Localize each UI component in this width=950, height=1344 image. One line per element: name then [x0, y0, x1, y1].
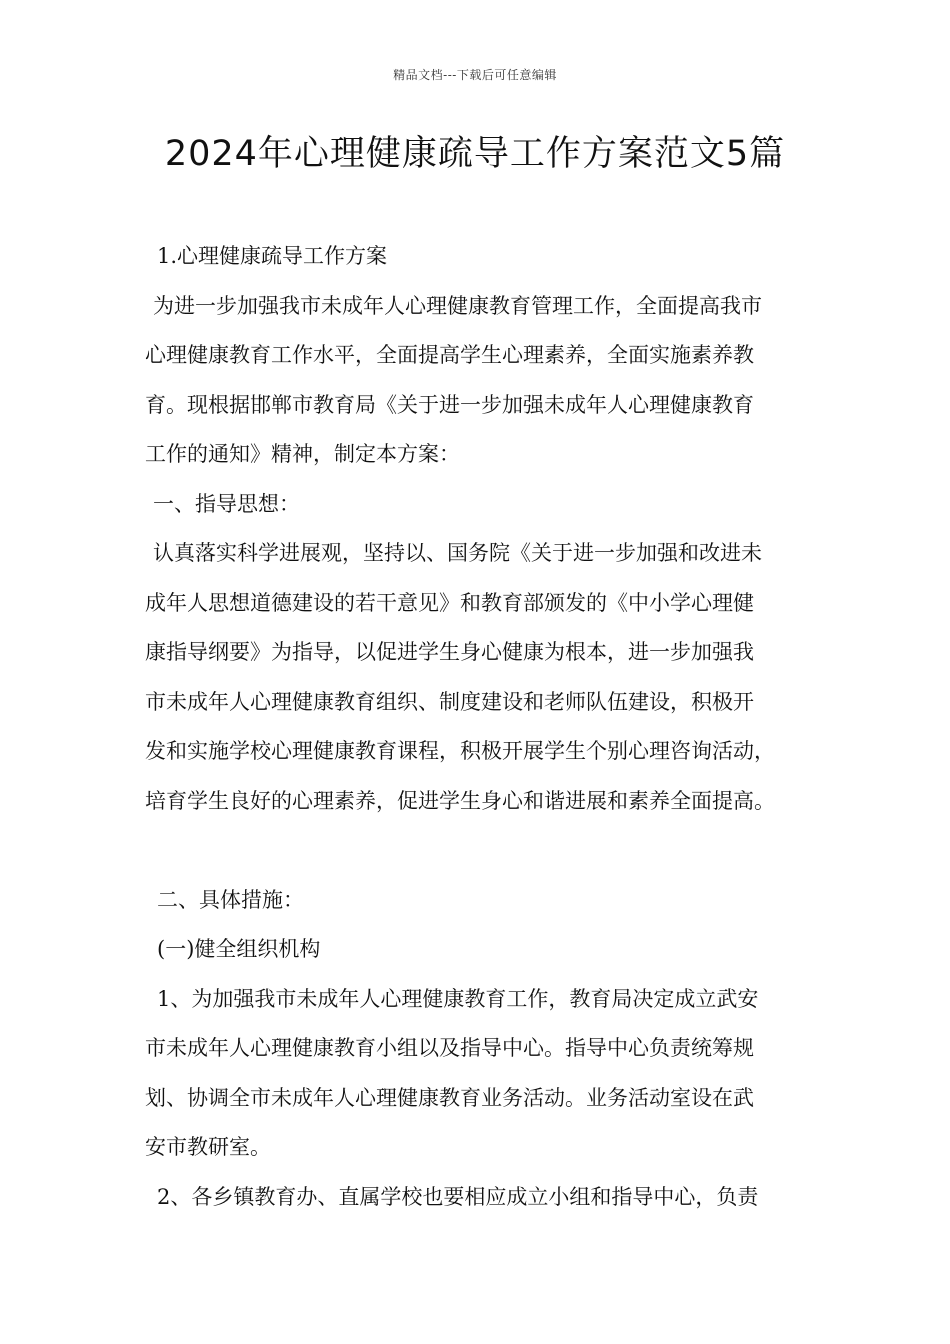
- paragraph-line: 工作的通知》精神，制定本方案：: [145, 442, 460, 466]
- paragraph-line: 培育学生良好的心理素养，促进学生身心和谐进展和素养全面提高。: [145, 788, 775, 813]
- heading-guiding-thought: 一、指导思想：: [153, 491, 300, 516]
- paragraph-line: 市未成年人心理健康教育组织、制度建设和老师队伍建设，积极开: [145, 689, 754, 714]
- heading-measures: 二、具体措施：: [157, 887, 304, 912]
- paragraph-line: 2、各乡镇教育办、直属学校也要相应成立小组和指导中心，负责: [157, 1184, 759, 1209]
- paragraph-line: 1、为加强我市未成年人心理健康教育工作，教育局决定成立武安: [157, 986, 759, 1011]
- paragraph-line: 育。现根据邯郸市教育局《关于进一步加强未成年人心理健康教育: [145, 392, 754, 417]
- paragraph-line: 安市教研室。: [145, 1135, 271, 1159]
- paragraph-line: 康指导纲要》为指导，以促进学生身心健康为根本，进一步加强我: [145, 640, 754, 664]
- section-heading: 1.心理健康疏导工作方案: [157, 244, 388, 268]
- paragraph-line: 认真落实科学进展观，坚持以、国务院《关于进一步加强和改进未: [153, 541, 762, 565]
- item1-paragraph: [145, 975, 835, 1173]
- document-title: 2024年心理健康疏导工作方案范文5篇: [164, 134, 786, 174]
- paragraph-line: 市未成年人心理健康教育小组以及指导中心。指导中心负责统筹规: [145, 1036, 754, 1060]
- paragraph-line: 成年人思想道德建设的若干意见》和教育部颁发的《中小学心理健: [145, 590, 754, 615]
- document-body: [145, 232, 835, 1222]
- page-header-note: 精品文档---下载后可任意编辑: [393, 68, 557, 82]
- subheading-organization: (一)健全组织机构: [157, 937, 321, 961]
- guiding-paragraph: [145, 529, 835, 826]
- paragraph-line: 划、协调全市未成年人心理健康教育业务活动。业务活动室设在武: [145, 1085, 754, 1110]
- intro-paragraph: [145, 282, 835, 480]
- paragraph-line: 发和实施学校心理健康教育课程，积极开展学生个别心理咨询活动，: [145, 739, 775, 763]
- paragraph-gap: [145, 826, 835, 876]
- item2-paragraph: [145, 1173, 835, 1223]
- paragraph-line: 为进一步加强我市未成年人心理健康教育管理工作，全面提高我市: [153, 293, 762, 318]
- paragraph-line: 心理健康教育工作水平，全面提高学生心理素养，全面实施素养教: [145, 343, 754, 367]
